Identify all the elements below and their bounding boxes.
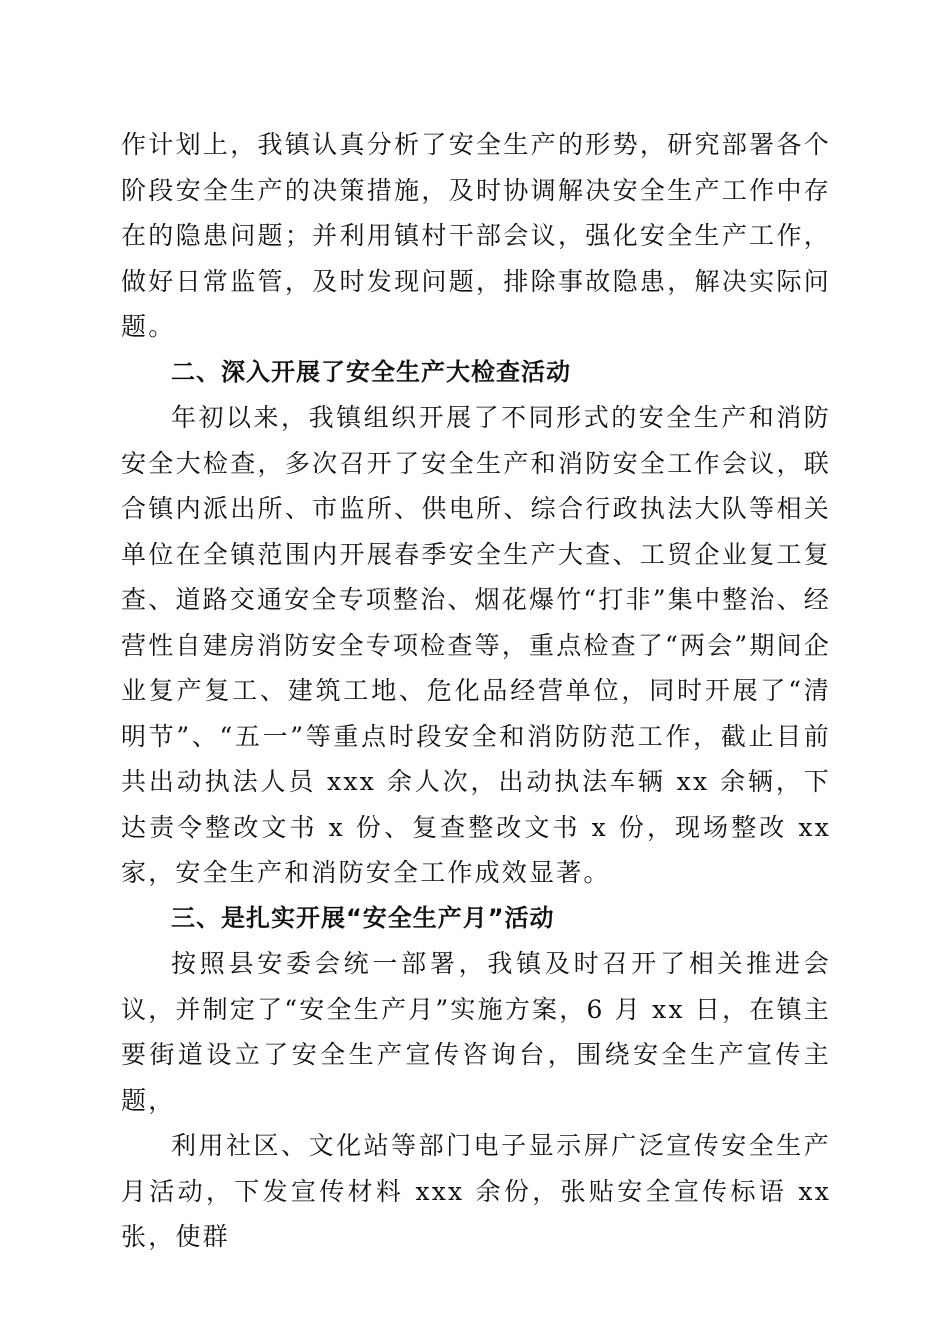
paragraph-publicity: 利用社区、文化站等部门电子显示屏广泛宣传安全生产月活动，下发宣传材料 xxx 余份，张贴安全宣传标语 xx 张，使群 bbox=[121, 1131, 831, 1251]
section-heading-3: 三、是扎实开展“安全生产月”活动 bbox=[171, 903, 555, 932]
paragraph-inspection: 年初以来，我镇组织开展了不同形式的安全生产和消防安全大检查，多次召开了安全生产和消防安全工作会议，联合镇内派出所、市监所、供电所、综合行政执法大队等相关单位在全镇范围内开展春季安全生产大查、工贸企业复工复查、道路交通安全专项整治、烟花爆竹“打非”集中整治、经营性自建房消防安全专项检查等，重点检查了“两会”期间企业复产复工、建筑工地、危化品经营单位，同时开展了“清明节”、“五一”等重点时段安全和消防防范工作，截止目前共出动执法人员 xxx 余人次，出动执法车辆 xx 余辆，下达责令整改文书 x 份、复查整改文书 x 份，现场整改 xx 家，安全生产和消防安全工作成效显著。 bbox=[121, 403, 831, 887]
section-heading-2: 二、深入开展了安全生产大检查活动 bbox=[171, 357, 571, 386]
paragraph-work-plan: 作计划上，我镇认真分析了安全生产的形势，研究部署各个阶段安全生产的决策措施，及时协调解决安全生产工作中存在的隐患问题；并利用镇村干部会议，强化安全生产工作，做好日常监管，及时发现问题，排除事故隐患，解决实际问题。 bbox=[121, 130, 831, 341]
paragraph-safety-month: 按照县安委会统一部署，我镇及时召开了相关推进会议，并制定了“安全生产月”实施方案，6 月 xx 日，在镇主要街道设立了安全生产宣传咨询台，围绕安全生产宣传主题， bbox=[121, 949, 831, 1115]
document-body bbox=[121, 122, 831, 1260]
